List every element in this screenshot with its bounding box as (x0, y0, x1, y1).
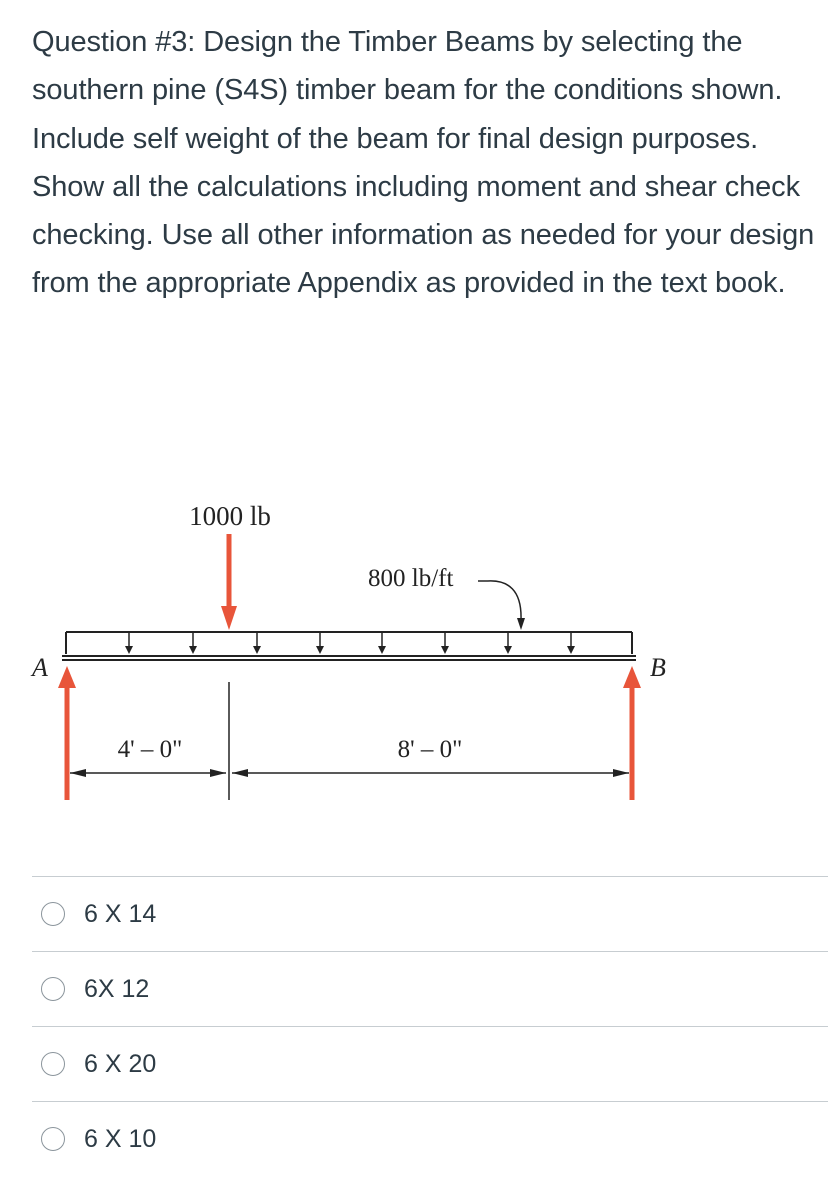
answer-label: 6 X 20 (84, 1049, 157, 1078)
radio-button[interactable] (41, 977, 65, 1001)
answer-option[interactable] (32, 876, 828, 951)
answer-list (32, 876, 828, 1176)
answer-option[interactable] (32, 951, 828, 1026)
answer-label: 6 X 10 (84, 1124, 157, 1153)
answer-label: 6X 12 (84, 974, 150, 1003)
answer-label: 6 X 14 (84, 899, 157, 928)
support-a-label: A (32, 653, 48, 682)
reaction-a-arrow (58, 666, 76, 800)
dimension-left (70, 769, 226, 777)
distributed-load-leader (478, 581, 525, 630)
distributed-load (66, 632, 632, 654)
distributed-load-label: 800 lb/ft (368, 565, 454, 592)
radio-button[interactable] (41, 902, 65, 926)
dimension-right-label: 8' – 0" (397, 736, 463, 763)
support-b-label: B (650, 653, 666, 682)
answer-option[interactable] (32, 1026, 828, 1101)
beam-diagram (0, 480, 836, 820)
question-text: Question #3: Design the Timber Beams by selecting the southern pine (S4S) timber beam for the conditions shown. Include self weight of the beam for final design purposes. Show all the calculations including moment and shear check checking. Use all other information as needed for your design from the appropriate Appendix as provided in the text book. (32, 26, 815, 300)
point-load-label: 1000 lb (189, 501, 271, 531)
radio-button[interactable] (41, 1052, 65, 1076)
beam (62, 656, 636, 660)
reaction-b-arrow (623, 666, 641, 800)
radio-button[interactable] (41, 1127, 65, 1151)
dimension-left-label: 4' – 0" (117, 736, 183, 763)
answer-option[interactable] (32, 1101, 828, 1176)
point-load-arrow (221, 534, 237, 630)
dimension-right (232, 769, 629, 777)
